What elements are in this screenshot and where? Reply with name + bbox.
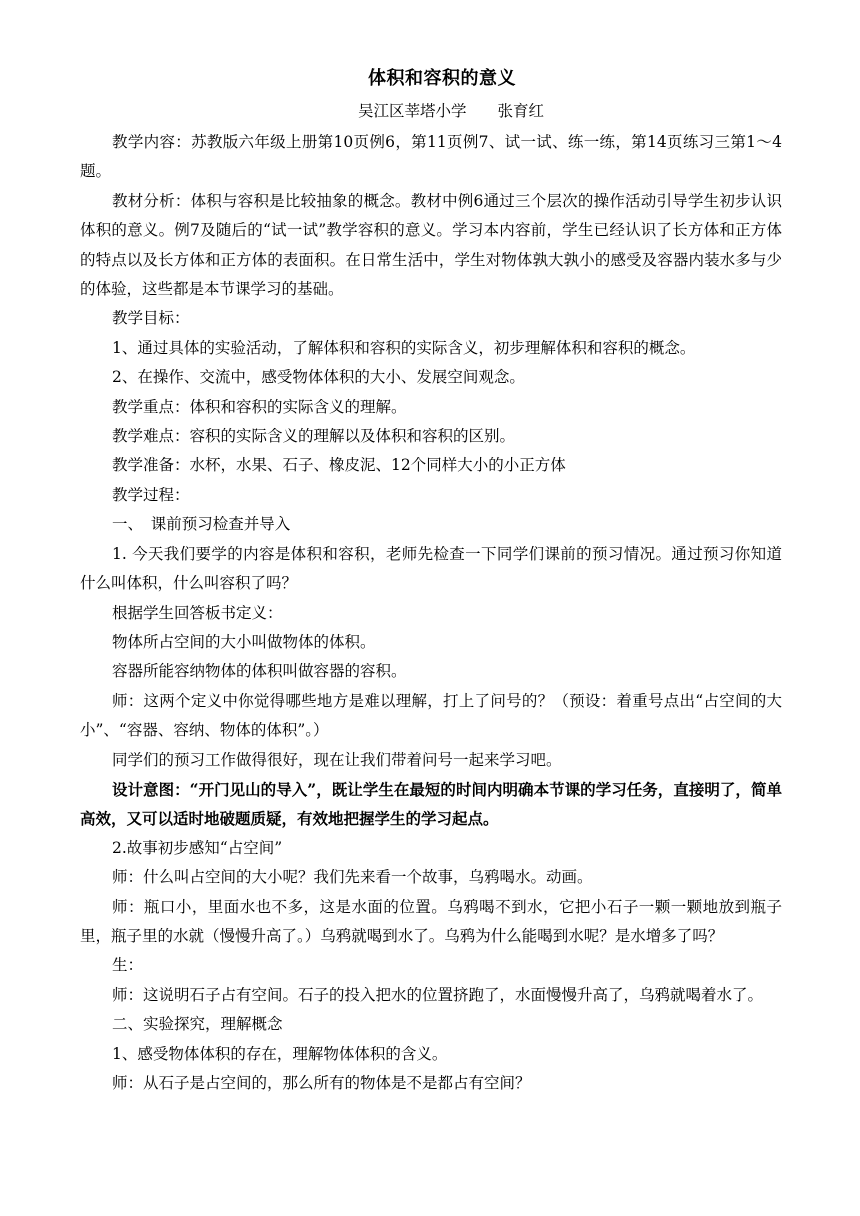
body-paragraph: 生： — [112, 956, 144, 975]
body-paragraph: 根据学生回答板书定义： — [112, 603, 283, 622]
body-paragraph: 1. 今天我们要学的内容是体积和容积，老师先检查一下同学们课前的预习情况。通过预习你知道什么叫体积，什么叫容积了吗？ — [80, 544, 782, 593]
body-paragraph: 教学内容：苏教版六年级上册第10页例6，第11页例7、试一试、练一练，第14页练习三第1～4题。 — [80, 133, 782, 181]
body-paragraph: 教学准备：水杯，水果、石子、橡皮泥、12个同样大小的小正方体 — [112, 456, 566, 475]
body-paragraph: 容器所能容纳物体的体积叫做容器的容积。 — [112, 662, 407, 681]
body-paragraph: 教材分析：体积与容积是比较抽象的概念。教材中例6通过三个层次的操作活动引导学生初步认识体积的意义。例7及随后的“试一试”教学容积的意义。学习本内容前，学生已经认识了长方体和正方体的特点以及长方体和正方体的表面积。在日常生活中，学生对物体孰大孰小的感受及容器内装水多与少的体验，这些都是本节课学习的基础。 — [80, 191, 782, 299]
body-paragraph: 教学过程： — [112, 485, 190, 504]
body-paragraph: 教学难点：容积的实际含义的理解以及体积和容积的区别。 — [112, 427, 516, 446]
body-paragraph: 教学目标： — [112, 309, 190, 328]
author-line: 吴江区莘塔小学 张育红 — [357, 102, 544, 120]
body-paragraph: 师：瓶口小，里面水也不多，这是水面的位置。乌鸦喝不到水，它把小石子一颗一颗地放到瓶子里，瓶子里的水就（慢慢升高了。）乌鸦就喝到水了。乌鸦为什么能喝到水呢？是水增多了吗？ — [80, 897, 782, 945]
body-paragraph: 2、在操作、交流中，感受物体体积的大小、发展空间观念。 — [112, 368, 525, 387]
design-intent-paragraph: 设计意图：“开门见山的导入”，既让学生在最短的时间内明确本节课的学习任务，直接明了，简单高效，又可以适时地破题质疑，有效地把握学生的学习起点。 — [80, 779, 782, 829]
body-paragraph: 二、实验探究，理解概念 — [112, 1015, 283, 1034]
document-title: 体积和容积的意义 — [368, 68, 516, 89]
body-paragraph: 2.故事初步感知“占空间” — [112, 838, 283, 857]
document-body — [80, 128, 782, 1098]
body-paragraph: 1、感受物体体积的存在，理解物体体积的含义。 — [112, 1044, 448, 1063]
body-paragraph: 师：什么叫占空间的大小呢？我们先来看一个故事，乌鸦喝水。动画。 — [112, 868, 593, 887]
document-page — [80, 64, 782, 1098]
body-paragraph: 同学们的预习工作做得很好，现在让我们带着问号一起来学习吧。 — [112, 750, 562, 769]
body-paragraph: 师：这两个定义中你觉得哪些地方是难以理解，打上了问号的？（预设：着重号点出“占空间的大小”、“容器、容纳、物体的体积”。） — [80, 691, 782, 740]
body-paragraph: 1、通过具体的实验活动，了解体积和容积的实际含义，初步理解体积和容积的概念。 — [112, 338, 696, 357]
body-paragraph: 物体所占空间的大小叫做物体的体积。 — [112, 632, 376, 651]
body-paragraph: 一、 课前预习检查并导入 — [112, 515, 291, 534]
body-paragraph: 教学重点：体积和容积的实际含义的理解。 — [112, 397, 407, 416]
body-paragraph: 师：这说明石子占有空间。石子的投入把水的位置挤跑了，水面慢慢升高了，乌鸦就喝着水了。 — [112, 985, 764, 1004]
body-paragraph: 师：从石子是占空间的，那么所有的物体是不是都占有空间？ — [112, 1074, 531, 1092]
